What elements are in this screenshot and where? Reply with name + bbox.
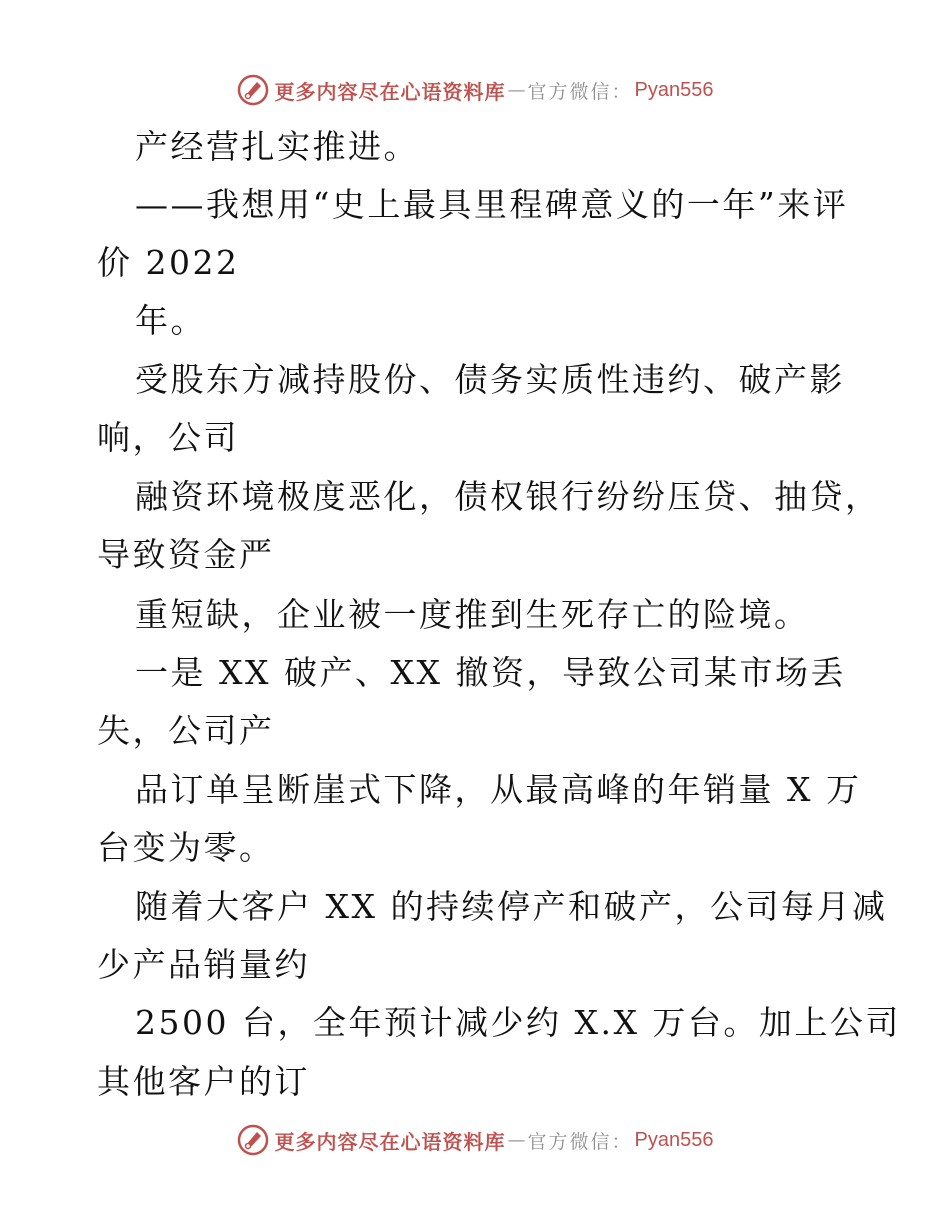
text-line: 融资环境极度恶化，债权银行纷纷压贷、抽贷， [135, 477, 881, 516]
text-line: 响，公司 [97, 418, 239, 457]
banner-brand: 更多内容尽在心语资料库 [274, 1129, 506, 1154]
banner-wechat-id: Pyan556 [634, 78, 714, 101]
text-line: 一是 XX 破产、XX 撤资，导致公司某市场丢 [135, 653, 846, 692]
text-line: 受股东方减持股份、债务实质性违约、破产影 [135, 360, 845, 399]
logo-icon [237, 1124, 269, 1156]
text-line: 重短缺，企业被一度推到生死存亡的险境。 [135, 595, 810, 634]
text-line: 2500 台，全年预计减少约 X.X 万台。加上公司 [135, 1003, 901, 1042]
text-line: 少产品销量约 [97, 945, 310, 984]
banner-dash: — [507, 79, 526, 101]
banner-dash: — [507, 1129, 526, 1151]
banner-wechat-label: 官方微信： [527, 1130, 633, 1153]
text-line: 台变为零。 [97, 828, 275, 867]
text-line: ——我想用“史上最具里程碑意义的一年”来评 [135, 185, 849, 224]
text-line: 其他客户的订 [97, 1062, 310, 1101]
text-line: 品订单呈断崖式下降，从最高峰的年销量 X 万 [135, 770, 862, 809]
text-line: 价 2022 [97, 243, 240, 282]
banner-wechat-label: 官方微信： [527, 80, 633, 103]
header-banner [0, 70, 950, 110]
footer-banner [0, 1120, 950, 1160]
logo-icon [237, 74, 269, 106]
banner-brand: 更多内容尽在心语资料库 [274, 79, 506, 104]
text-line: 产经营扎实推进。 [135, 127, 419, 166]
text-line: 失，公司产 [97, 711, 275, 750]
text-line: 导致资金严 [97, 535, 275, 574]
text-line: 年。 [135, 301, 206, 340]
banner-wechat-id: Pyan556 [634, 1128, 714, 1151]
text-line: 随着大客户 XX 的持续停产和破产，公司每月减 [135, 887, 888, 926]
